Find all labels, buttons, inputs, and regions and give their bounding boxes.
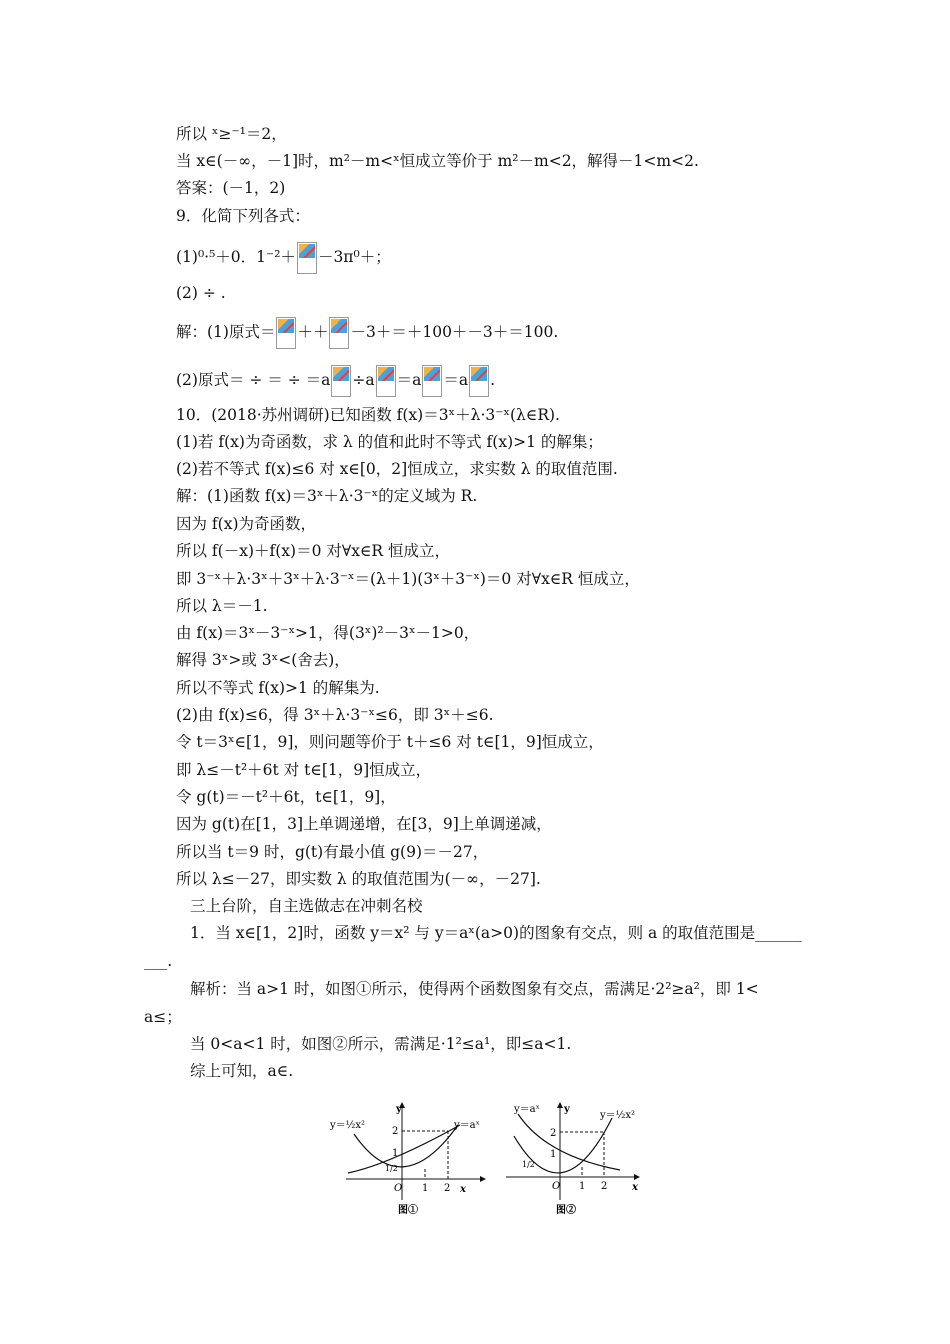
- text-line: (2)由 f(x)≤6，得 3ˣ＋λ·3⁻ˣ≤6，即 3ˣ＋≤6.: [176, 706, 494, 724]
- text-line: 令 t＝3ˣ∈[1，9]，则问题等价于 t＋≤6 对 t∈[1，9]恒成立，: [176, 733, 604, 751]
- exponential-curve: [348, 1125, 460, 1173]
- text-line: 所以 λ＝－1.: [176, 597, 268, 615]
- solution-line: [176, 317, 558, 349]
- solution-line: [176, 365, 495, 397]
- x-axis-arrow: [634, 1174, 640, 1180]
- axis-label: x: [460, 1184, 466, 1195]
- text-line: a≤；: [144, 1008, 182, 1026]
- tick-label: 1: [422, 1183, 429, 1194]
- text-line: 解析：当 a>1 时，如图①所示，使得两个函数图象有交点，需满足·2²≥a²，即 1<: [190, 980, 759, 998]
- text-line: 所以 ˣ≥⁻¹＝2，: [176, 125, 287, 143]
- text-line: 解：(1)函数 f(x)＝3ˣ＋λ·3⁻ˣ的定义域为 R.: [176, 487, 478, 505]
- figure-caption: 图②: [556, 1205, 576, 1216]
- tick-label: 2: [444, 1183, 451, 1194]
- y-axis-arrow: [557, 1102, 563, 1108]
- text-line: [176, 242, 391, 274]
- text-line: 即 λ≤－t²＋6t 对 t∈[1，9]恒成立，: [176, 761, 432, 779]
- curve-label: y＝½x²: [330, 1120, 365, 1131]
- axis-label: y: [564, 1104, 570, 1115]
- text-fragment: ＋＋: [297, 323, 329, 341]
- curve-label: y＝½x²: [600, 1110, 635, 1121]
- text-fragment: ＝a: [396, 371, 422, 389]
- question-9-title: 9．化简下列各式：: [176, 207, 310, 225]
- figure-caption: 图①: [398, 1205, 418, 1216]
- text-line: 当 0<a<1 时，如图②所示，需满足·1²≤a¹，即≤a<1.: [190, 1035, 572, 1053]
- curve-label: y＝aˣ: [454, 1120, 480, 1131]
- broken-image-icon: [469, 365, 489, 397]
- text-line: 因为 g(t)在[1，3]上单调递增，在[3，9]上单调递减，: [176, 815, 552, 833]
- text-fragment: (2)原式＝ ÷ ＝ ÷ ＝a: [176, 371, 331, 389]
- text-line: 所以 f(－x)＋f(x)＝0 对∀x∈R 恒成立，: [176, 542, 451, 560]
- figure-1-graph: [330, 1100, 490, 1220]
- text-fragment: (1)⁰·⁵＋0．1⁻²＋: [176, 248, 296, 266]
- axis-label: y: [396, 1104, 402, 1115]
- text-line: 即 3⁻ˣ＋λ·3ˣ＋3ˣ＋λ·3⁻ˣ＝(λ＋1)(3ˣ＋3⁻ˣ)＝0 对∀x∈R 恒成立，: [176, 570, 640, 588]
- axis-label: x: [632, 1182, 638, 1193]
- question-1-title: 1．当 x∈[1，2]时，函数 y＝x² 与 y＝aˣ(a>0)的图象有交点，则 a 的取值范围是______: [190, 924, 802, 942]
- broken-image-icon: [276, 317, 296, 349]
- text-fragment: ÷a: [352, 371, 375, 389]
- broken-image-icon: [422, 365, 442, 397]
- section-heading: 三上台阶，自主选做志在冲刺名校: [190, 897, 423, 915]
- tick-label: 1: [579, 1181, 586, 1192]
- tick-label: 1: [392, 1148, 399, 1159]
- text-line: ___.: [144, 952, 173, 970]
- text-line: (1)若 f(x)为奇函数，求 λ 的值和此时不等式 f(x)>1 的解集；: [176, 433, 603, 451]
- origin-label: O: [394, 1183, 403, 1194]
- broken-image-icon: [297, 242, 317, 274]
- text-line: 因为 f(x)为奇函数，: [176, 515, 317, 533]
- text-line: 所以不等式 f(x)>1 的解集为.: [176, 679, 380, 697]
- text-line: (2)若不等式 f(x)≤6 对 x∈[0，2]恒成立，求实数 λ 的取值范围.: [176, 460, 618, 478]
- text-fragment: －3＋＝＋100＋－3＋＝100.: [350, 323, 559, 341]
- curve-label: y＝aˣ: [514, 1104, 540, 1115]
- origin-label: O: [552, 1181, 561, 1192]
- figure-2-graph: [500, 1100, 650, 1220]
- text-line: 令 g(t)＝－t²＋6t，t∈[1，9]，: [176, 788, 396, 806]
- text-line: 所以当 t＝9 时，g(t)有最小值 g(9)＝－27，: [176, 843, 489, 861]
- tick-label: 2: [392, 1126, 399, 1137]
- broken-image-icon: [331, 365, 351, 397]
- text-line: (2) ÷ .: [176, 284, 226, 302]
- tick-label: 2: [601, 1181, 608, 1192]
- tick-label: 1/2: [522, 1160, 535, 1169]
- text-fragment: －3π⁰＋；: [317, 248, 391, 266]
- broken-image-icon: [376, 365, 396, 397]
- tick-label: 1: [550, 1149, 557, 1160]
- text-line: 当 x∈(－∞，－1]时，m²－m<ˣ恒成立等价于 m²－m<2，解得－1<m<2.: [176, 152, 699, 170]
- question-10-title: 10．(2018·苏州调研)已知函数 f(x)＝3ˣ＋λ·3⁻ˣ(λ∈R).: [176, 406, 560, 424]
- text-line: 由 f(x)＝3ˣ－3⁻ˣ>1，得(3ˣ)²－3ˣ－1>0，: [176, 624, 480, 642]
- text-fragment: 解：(1)原式＝: [176, 323, 276, 341]
- text-line: 答案：(－1，2): [176, 179, 286, 197]
- text-fragment: ＝a: [443, 371, 469, 389]
- broken-image-icon: [329, 317, 349, 349]
- tick-label: 2: [550, 1128, 557, 1139]
- text-line: 所以 λ≤－27，即实数 λ 的取值范围为(－∞，－27].: [176, 870, 541, 888]
- tick-label: 1/2: [385, 1164, 398, 1173]
- x-axis-arrow: [480, 1176, 486, 1182]
- text-fragment: .: [490, 371, 496, 389]
- text-line: 综上可知，a∈.: [190, 1062, 294, 1080]
- text-line: 解得 3ˣ>或 3ˣ<(舍去)，: [176, 651, 350, 669]
